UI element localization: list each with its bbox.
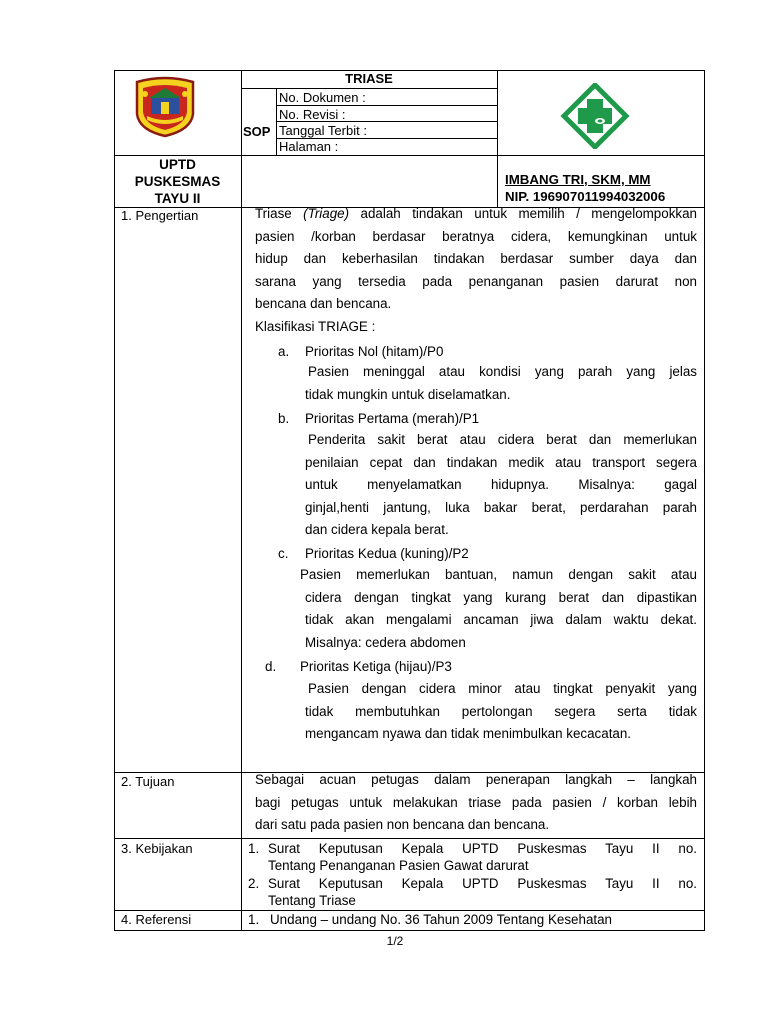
org-line-1: UPTD xyxy=(159,157,196,172)
intro-line: bencana dan bencana. xyxy=(255,296,392,311)
intro-line xyxy=(255,203,697,226)
puskesmas-logo xyxy=(560,83,630,149)
intro-line: pasien /korban berdasar beratnya cidera, kemungkinan untuk xyxy=(255,228,697,244)
body-line: Pasien dengan cidera minor atau tingkat penyakit yang xyxy=(308,681,697,696)
section-label-tujuan: 2. Tujuan xyxy=(121,774,175,789)
body-line: Sebagai acuan petugas dalam penerapan langkah – langkah xyxy=(255,772,697,787)
body-line: ginjal,henti jantung, luka bakar berat, perdarahan parah xyxy=(305,499,697,515)
item-marker: b. xyxy=(278,411,290,426)
section-label-pengertian: 1. Pengertian xyxy=(121,208,199,223)
body-line: penilaian cepat dan tindakan medik atau transport segera xyxy=(305,454,697,470)
regency-seal-logo xyxy=(131,76,199,138)
body-line: tidak akan mengalami ancaman jiwa dalam waktu dekat. xyxy=(305,612,697,627)
body-line: Pasien memerlukan bantuan, namun dengan sakit atau xyxy=(300,567,697,582)
org-line-2: PUSKESMAS xyxy=(134,174,221,189)
item-title: Prioritas Kedua (kuning)/P2 xyxy=(305,546,469,561)
intro-line: sarana yang tersedia pada penanganan pasien darurat non xyxy=(255,273,697,289)
section-label-referensi: 4. Referensi xyxy=(121,912,192,927)
body-line: tidak mungkin untuk diselamatkan. xyxy=(305,386,511,402)
intro-italic: (Triage) xyxy=(303,206,350,221)
document-title: TRIASE xyxy=(345,71,393,86)
body-line: bagi petugas untuk melakukan triase pada pasien / korban lebih xyxy=(255,794,697,810)
body-line: dari satu pada pasien non bencana dan bencana. xyxy=(255,817,550,832)
intro-text: Triase xyxy=(255,206,304,221)
item-marker: c. xyxy=(278,546,289,561)
page-number: 1/2 xyxy=(386,934,404,948)
klasifikasi-heading: Klasifikasi TRIAGE : xyxy=(255,318,376,334)
intro-text: adalah tindakan untuk memilih / mengelompokkan xyxy=(349,206,697,221)
pengertian-intro xyxy=(255,203,697,338)
item-title: Prioritas Pertama (merah)/P1 xyxy=(305,411,480,426)
item-body xyxy=(305,361,697,406)
intro-line: hidup dan keberhasilan tindakan berdasar sumber daya dan xyxy=(255,251,697,266)
body-line: Tentang Triase xyxy=(268,893,356,908)
body-line: Surat Keputusan Kepala UPTD Puskesmas Tayu II no. xyxy=(268,841,697,856)
body-line: Surat Keputusan Kepala UPTD Puskesmas Tayu II no. xyxy=(268,876,697,891)
body-line: Misalnya: cedera abdomen xyxy=(305,634,466,650)
item-title: Prioritas Nol (hitam)/P0 xyxy=(305,344,444,359)
item-body xyxy=(305,678,697,746)
kebijakan-item xyxy=(268,840,697,874)
signer-nip: NIP. 196907011994032006 xyxy=(505,189,666,204)
tujuan-body xyxy=(255,769,697,837)
section-label-kebijakan: 3. Kebijakan xyxy=(121,841,193,856)
item-body xyxy=(300,564,697,654)
body-line: Penderita sakit berat atau cidera berat dan memerlukan xyxy=(308,432,697,447)
body-line: dan cidera kepala berat. xyxy=(305,522,449,537)
field-no-revisi: No. Revisi : xyxy=(279,107,346,122)
kebijakan-marker: 2. xyxy=(248,876,260,891)
field-tanggal-terbit: Tanggal Terbit : xyxy=(279,123,367,138)
referensi-marker: 1. xyxy=(248,912,260,927)
org-name xyxy=(114,156,241,207)
item-title: Prioritas Ketiga (hijau)/P3 xyxy=(300,659,452,674)
field-halaman: Halaman : xyxy=(279,139,339,154)
body-line: untuk menyelamatkan hidupnya. Misalnya: gagal xyxy=(305,477,697,492)
body-line: Tentang Penanganan Pasien Gawat darurat xyxy=(268,858,529,873)
body-line: cidera dengan tingkat yang kurang berat dan dipastikan xyxy=(305,589,697,605)
item-body xyxy=(305,429,697,542)
referensi-item: Undang – undang No. 36 Tahun 2009 Tentang Kesehatan xyxy=(270,912,613,927)
body-line: tidak membutuhkan pertolongan segera serta tidak xyxy=(305,703,697,719)
item-marker: a. xyxy=(278,344,290,359)
kebijakan-marker: 1. xyxy=(248,841,260,856)
body-line: Pasien meninggal atau kondisi yang parah yang jelas xyxy=(308,364,697,379)
sop-label: SOP xyxy=(243,124,271,139)
item-marker: d. xyxy=(265,659,277,674)
body-line: mengancam nyawa dan tidak menimbulkan kecacatan. xyxy=(305,726,632,741)
kebijakan-item xyxy=(268,875,697,909)
field-no-dokumen: No. Dokumen : xyxy=(279,90,366,105)
signer-name: IMBANG TRI, SKM, MM xyxy=(505,172,651,187)
org-line-3: TAYU II xyxy=(154,191,201,206)
